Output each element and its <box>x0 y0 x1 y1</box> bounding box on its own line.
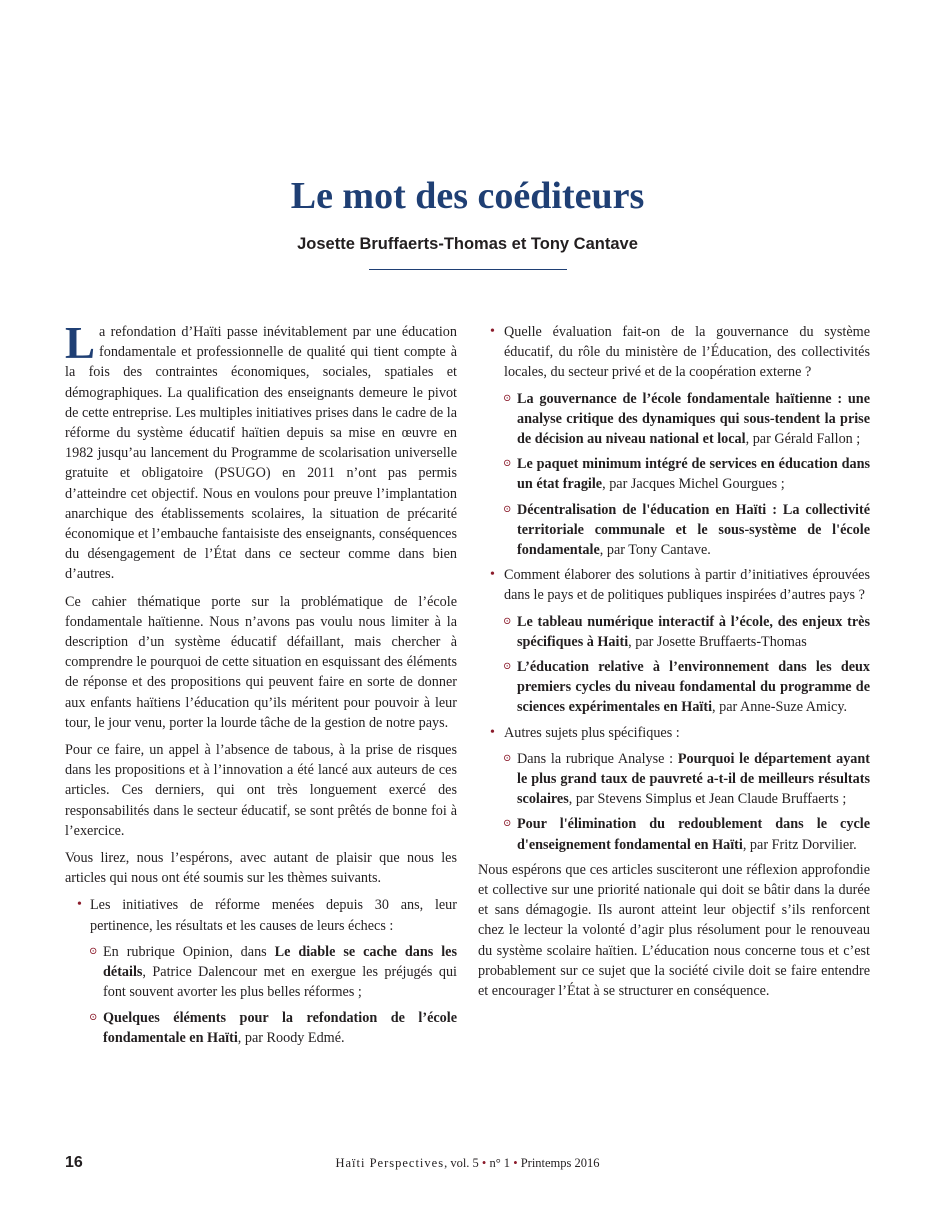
article-post: , Patrice Dalencour met en exergue les préjugés qui font souvent avorter les plus belles réformes ; <box>103 964 457 1001</box>
intro-paragraph <box>65 318 457 585</box>
theme-item-solutions <box>478 565 870 717</box>
article-title: L’éducation relative à l’environnement dans les deux premiers cycles du niveau fondamental du programme de sciences expérimentales en Haïti <box>517 659 870 716</box>
separator-dot: • <box>513 1156 518 1170</box>
journal-issue: n° 1 <box>489 1156 511 1170</box>
circle-bullet-icon: ⊙ <box>503 392 512 404</box>
theme-text: Quelle évaluation fait-on de la gouvernance du système éducatif, du rôle du ministère de l’Éducation, des collectivités locales, du secteur privé et de la coopération externe ? <box>504 324 870 381</box>
circle-bullet-icon: ⊙ <box>503 661 512 673</box>
article-pre: Dans la rubrique Analyse : <box>517 750 678 767</box>
journal-volume: , vol. 5 <box>444 1156 479 1170</box>
circle-bullet-icon: ⊙ <box>503 818 512 830</box>
circle-bullet-icon: ⊙ <box>89 1011 98 1023</box>
article-post: , par Anne-Suze Amicy. <box>712 699 848 716</box>
article-list <box>504 749 870 855</box>
theme-list <box>478 322 870 855</box>
bullet-icon: • <box>490 324 495 339</box>
article-item <box>504 814 870 854</box>
article-title: Pourquoi le département ayant le plus grand taux de pauvreté a-t-il de meilleurs résultats scolaires <box>517 750 870 808</box>
drop-cap: L <box>65 318 96 368</box>
circle-bullet-icon: ⊙ <box>503 752 512 764</box>
journal-name: Haïti Perspectives <box>335 1156 445 1170</box>
circle-bullet-icon: ⊙ <box>503 458 512 470</box>
article-post: , par Roody Edmé. <box>237 1029 345 1046</box>
circle-bullet-icon: ⊙ <box>503 503 512 515</box>
authors-line: Josette Bruffaerts-Thomas et Tony Cantave <box>297 235 638 253</box>
theme-item-governance <box>478 322 870 560</box>
journal-citation <box>0 1156 935 1171</box>
page-footer <box>0 1154 935 1174</box>
intro-paragraph-text: a refondation d’Haïti passe inévitablement par une éducation fondamentale et professionnelle de qualité qui tient compte à la fois des contraintes économiques, sociales, spatiales et démographiques. La qualification des enseignants demeure le pivot de cette entreprise. Les multiples initiatives prises dans le cadre de la réforme du système éducatif haïtien depuis sa mise en œuvre en 1982 jusqu’au lancement du Programme de scolarisation universelle gratuite et obligatoire (PSUGO) en 2011 n’ont pas permis d’atteindre cet objectif. Nous en voulons pour preuve l’implantation anarchique des établissements scolaires, la situation de précarité économique et l’embauche fantaisiste des enseignants, conséquences du désengagement de l’État dans ce secteur comme dans bien d’autres. <box>65 324 457 583</box>
theme-item-reforms <box>65 895 457 1047</box>
article-post: , par Fritz Dorvilier. <box>742 836 857 853</box>
theme-text: Les initiatives de réforme menées depuis 30 ans, leur pertinence, les résultats et les causes de leurs échecs : <box>90 897 457 934</box>
article-pre: En rubrique Opinion, dans <box>103 943 275 960</box>
article-title: Le diable se cache dans les détails <box>103 943 457 981</box>
bullet-icon: • <box>490 724 495 740</box>
article-item <box>90 942 457 1003</box>
article-item <box>504 454 870 494</box>
separator-dot: • <box>481 1156 487 1170</box>
article-post: , par Josette Bruffaerts-Thomas <box>628 633 807 650</box>
article-post: , par Jacques Michel Gourgues ; <box>602 476 785 493</box>
bullet-icon: • <box>490 567 495 583</box>
title-divider <box>369 269 567 270</box>
theme-item-other <box>478 723 870 855</box>
theme-list <box>65 895 457 1047</box>
closing-paragraph: Nous espérons que ces articles susciteront une réflexion approfondie et collective sur une priorité nationale qui doit se bâtir dans la durée et sans démagogie. Ils auront atteint leur objectif s’ils renforcent chez le lecteur la volonté d’agir plus résolument pour le renouveau du système scolaire haïtien. L’éducation nous concerne tous et c’est probablement sur ce sujet que la société civile doit se faire entendre et encourager l’État à se structurer en conséquence. <box>478 861 870 1000</box>
article-title: Le tableau numérique interactif à l’école, des enjeux très spécifiques à Haiti <box>517 613 870 650</box>
paragraph-3: Pour ce faire, un appel à l’absence de tabous, à la prise de risques dans les propositions et à l’innovation a été lancé aux auteurs de ces articles. Ces derniers, qui ont très longuement exercé des responsabilités dans le secteur éducatif, se sont prêtés de bonne foi à l’exercice. <box>65 742 457 839</box>
bullet-icon: • <box>77 897 82 913</box>
right-column <box>478 322 870 1008</box>
article-list <box>90 942 457 1048</box>
article-post: , par Stevens Simplus et Jean Claude Bruffaerts ; <box>568 791 847 808</box>
article-list <box>504 612 870 718</box>
circle-bullet-icon: ⊙ <box>89 945 98 957</box>
theme-text: Autres sujets plus spécifiques : <box>504 724 680 741</box>
article-title: Le paquet minimum intégré de services en éducation dans un état fragile <box>517 456 870 493</box>
article-title: Décentralisation de l'éducation en Haïti : La collectivité territoriale communale et le sous-système de l'école fondamentale <box>517 501 870 559</box>
article-title: Pour l'élimination du redoublement dans le cycle d'enseignement fondamental en Haïti <box>517 816 870 853</box>
paragraph-4: Vous lirez, nous l’espérons, avec autant de plaisir que nous les articles qui nous ont été soumis sur les thèmes suivants. <box>65 850 457 887</box>
article-item <box>504 389 870 450</box>
article-title: La gouvernance de l’école fondamentale haïtienne : une analyse critique des dynamiques qui sous-tendent la prise de décision au niveau national et local <box>517 390 870 448</box>
article-list <box>504 389 870 561</box>
article-post: , par Gérald Fallon ; <box>745 431 861 448</box>
circle-bullet-icon: ⊙ <box>503 615 512 627</box>
page-number: 16 <box>65 1154 83 1171</box>
article-item <box>90 1008 457 1048</box>
article-post: , par Tony Cantave. <box>599 542 711 559</box>
article-item <box>504 612 870 652</box>
article-item <box>504 749 870 810</box>
article-title: Quelques éléments pour la refondation de l’école fondamentale en Haïti <box>103 1009 457 1046</box>
page-title: Le mot des coéditeurs <box>290 175 645 217</box>
journal-season: Printemps 2016 <box>520 1156 600 1170</box>
theme-text: Comment élaborer des solutions à partir d’initiatives éprouvées dans le pays et de politiques publiques inspirées d’autres pays ? <box>504 567 870 604</box>
paragraph-2: Ce cahier thématique porte sur la problématique de l’école fondamentale haïtienne. Nous n’avons pas voulu nous limiter à la description d’un système éducatif défaillant, mais chercher à comprendre le pourquoi de cette situation en esquissant des éléments de réponse et des propositions qui peuvent faire en sorte de donner aux enfants haïtiens l’éducation qu’ils méritent pour pouvoir à leur tour, le jour venu, porter la lourde tâche de la gestion de notre pays. <box>65 593 457 731</box>
article-item <box>504 500 870 561</box>
left-column <box>65 318 457 1053</box>
article-item <box>504 657 870 718</box>
